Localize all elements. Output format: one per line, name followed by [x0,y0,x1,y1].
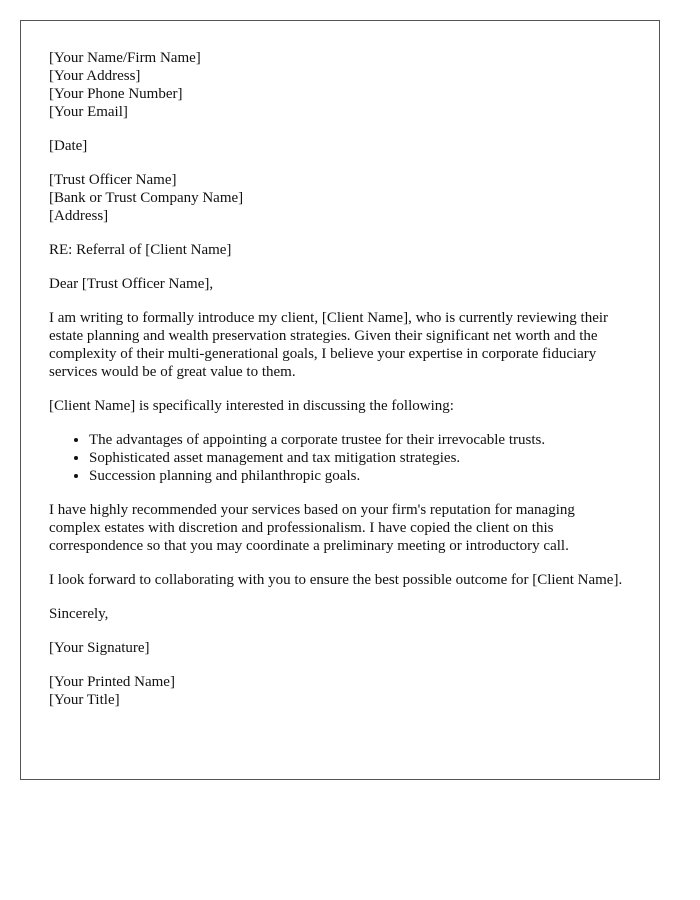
recipient-block [49,171,629,225]
signature: [Your Signature] [49,640,150,656]
intro-paragraph: I am writing to formally introduce my client, [Client Name], who is currently reviewing their estate planning and wealth preservation strategies. Given their significant net worth and the complexity of their multi-generational goals, I believe your expertise in corporate fiduciary services would be of great value to them. [49,310,609,380]
interest-lead-paragraph: [Client Name] is specifically interested in discussing the following: [49,398,454,414]
sender-name: [Your Name/Firm Name] [49,50,201,66]
list-item: • Sophisticated asset management and tax mitigation strategies. [89,449,629,467]
sender-email: [Your Email] [49,104,128,120]
recipient-address: [Address] [49,208,109,224]
signer-printed-name: [Your Printed Name] [49,674,175,690]
signer-title: [Your Title] [49,692,120,708]
sender-phone: [Your Phone Number] [49,86,183,102]
recipient-name: [Trust Officer Name] [49,172,177,188]
letter-page [20,20,660,780]
closing-paragraph: I look forward to collaborating with you to ensure the best possible outcome for [Client Name]. [49,572,623,588]
list-item: • Succession planning and philanthropic goals. [89,467,629,485]
signer-block [49,673,629,709]
letter-content [49,49,629,725]
recipient-company: [Bank or Trust Company Name] [49,190,244,206]
closing: Sincerely, [49,606,109,622]
salutation: Dear [Trust Officer Name], [49,276,214,292]
topics-list [49,431,629,485]
sender-block [49,49,629,121]
sender-address: [Your Address] [49,68,141,84]
list-item: • The advantages of appointing a corporate trustee for their irrevocable trusts. [89,431,629,449]
letter-date: [Date] [49,138,88,154]
recommendation-paragraph: I have highly recommended your services based on your firm's reputation for managing complex estates with discretion and professionalism. I have copied the client on this correspondence so that you may coordinate a preliminary meeting or introductory call. [49,502,575,554]
subject-line: RE: Referral of [Client Name] [49,242,232,258]
date-block [49,137,629,155]
